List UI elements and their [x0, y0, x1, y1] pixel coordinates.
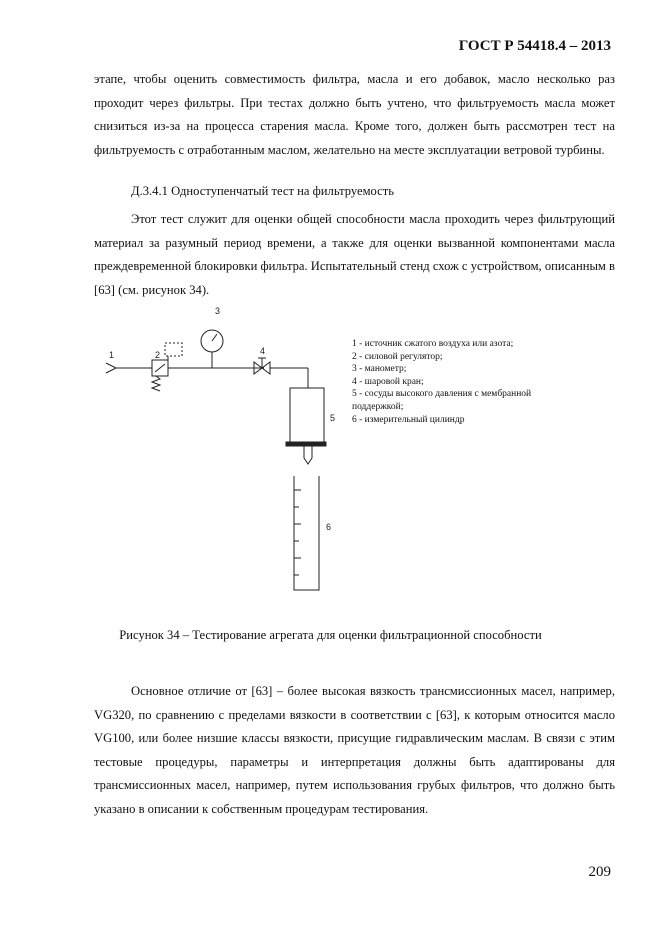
vessel-outlet — [304, 446, 312, 464]
legend-item: 2 - силовой регулятор; — [352, 351, 443, 362]
label-1: 1 — [109, 350, 115, 360]
label-6: 6 — [326, 522, 332, 532]
page-number: 209 — [588, 864, 611, 880]
label-4: 4 — [260, 346, 266, 356]
measuring-cylinder-symbol — [294, 476, 319, 590]
legend-item: 1 - источник сжатого воздуха или азота; — [352, 339, 514, 349]
figure-caption: Рисунок 34 – Тестирование агрегата для оценки фильтрационной способности — [119, 628, 542, 642]
figure-legend — [352, 338, 582, 426]
pressure-vessel-symbol — [290, 388, 324, 442]
legend-item: поддержкой; — [352, 401, 404, 412]
label-2: 2 — [155, 350, 161, 360]
regulator-pilot-dashed — [165, 343, 182, 356]
section-subheading: Д.3.4.1 Одноступенчатый тест на фильтруемость — [131, 184, 395, 198]
air-source-symbol — [106, 363, 116, 373]
legend-item: 5 - сосуды высокого давления с мембранной — [352, 389, 532, 400]
legend-item: 6 - измерительный цилиндр — [352, 414, 465, 425]
paragraph-intro: этапе, чтобы оценить совместимость фильтра, масла и его добавок, масло несколько раз проходит через фильтры. При тестах должно быть учтено, что фильтруемость масла может снизиться из-за на процесса старения масла. Кроме того, должен быть рассмотрен тест на фильтруемость с отработанным маслом, желательно на месте эксплуатации ветровой турбины. — [94, 72, 615, 157]
document-code-header: ГОСТ Р 54418.4 – 2013 — [458, 38, 611, 54]
label-5: 5 — [330, 413, 336, 423]
regulator-spring — [152, 376, 160, 391]
paragraph-test-description: Этот тест служит для оценки общей способности масла проходить через фильтрующий материал за разумный период времени, а также для оценки вызванной компонентами масла преждевременной блокировки фильтра. Испытательный стенд схож с устройством, описанным в [63] (см. рисунок 34). — [94, 212, 615, 297]
legend-item: 3 - манометр; — [352, 364, 407, 375]
legend-item: 4 - шаровой кран; — [352, 376, 424, 387]
paragraph-main-difference: Основное отличие от [63] – более высокая вязкость трансмиссионных масел, например, VG320, по сравнению с пределами вязкости в соответствии с [63], к которым относится масло VG100, или более низшие классы вязкости, присущие гидравлическим маслам. В связи с этим тестовые процедуры, параметры и интерпретация должны быть адаптированы для трансмиссионных масел, например, путем использования грубых фильтров, что должно быть указано в описании к собственным процедурам тестирования. — [94, 684, 615, 816]
label-3: 3 — [215, 306, 221, 316]
